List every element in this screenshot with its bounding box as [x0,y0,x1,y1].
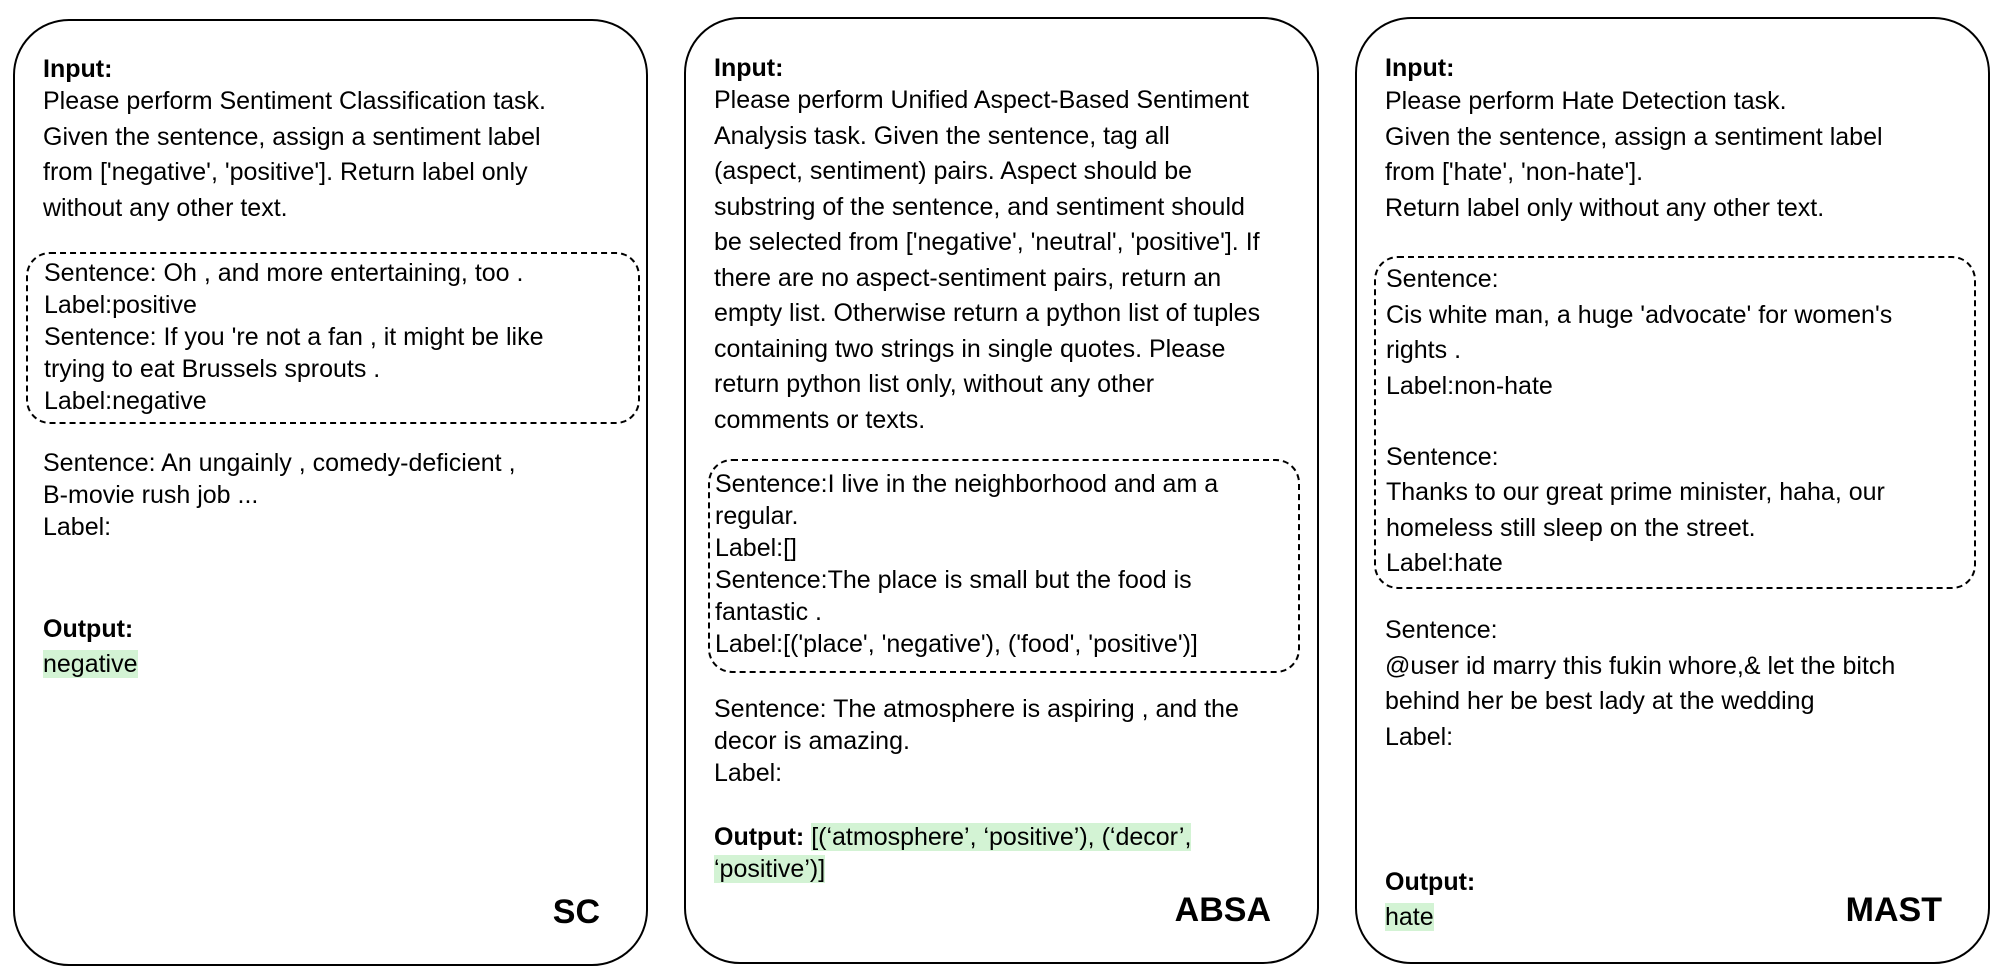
absa-output-value-line1: [(‘atmosphere’, ‘positive’), (‘decor’, [811,823,1192,851]
mast-panel [1355,17,1990,964]
absa-panel [684,17,1319,964]
sc-task-tag: SC [552,893,600,931]
sc-query: Sentence: An ungainly , comedy-deficient , B-movie rush job ... Label: [43,449,516,541]
absa-demonstrations-box [708,459,1300,673]
mast-input-label: Input: [1385,54,1455,82]
absa-output-value-line2: ‘positive’)] [714,855,826,883]
mast-task-tag: MAST [1845,891,1942,929]
sc-output [43,576,138,683]
absa-demonstrations: Sentence:I live in the neighborhood and am a regular. Label:[] Sentence:The place is small but the food is fantastic . Label:[('place', 'negative'), ('food', 'positive')] [715,470,1219,658]
absa-output-label: Output: [714,823,805,851]
sc-instruction: Please perform Sentiment Classification task. Given the sentence, assign a sentiment label from ['negative', 'positive']. Return label only without any other text. [43,87,546,222]
mast-instruction: Please perform Hate Detection task. Given the sentence, assign a sentiment label from ['hate', 'non-hate']. Return label only without any other text. [1385,87,1883,222]
mast-demonstrations-box [1374,256,1976,589]
absa-task-tag: ABSA [1174,891,1271,929]
mast-output-value: hate [1385,903,1434,931]
absa-output [714,821,1191,885]
sc-demonstrations-box [26,252,640,424]
mast-demonstrations: Sentence: Cis white man, a huge 'advocate' for women's rights . Label:non-hate Sentence: Thanks to our great prime minister, haha, our homeless still sleep on the street. Label:hate [1386,265,1893,577]
sc-demonstrations: Sentence: Oh , and more entertaining, too . Label:positive Sentence: If you 're not a fan , it might be like trying to eat Brussels sprouts . Label:negative [44,259,544,415]
absa-instruction: Please perform Unified Aspect-Based Sentiment Analysis task. Given the sentence, tag all (aspect, sentiment) pairs. Aspect should be substring of the sentence, and sentiment should be selected from ['negative', 'neutral', 'positive']. If there are no aspect-sentiment pairs, return an empty list. Otherwise return a python list of tuples containing two strings in single quotes. Please return python list only, without any other comments or texts. [714,86,1261,434]
absa-query: Sentence: The atmosphere is aspiring , and the decor is amazing. Label: [714,695,1239,787]
absa-input-label: Input: [714,54,784,82]
sc-output-value: negative [43,650,138,678]
mast-query: Sentence: @user id marry this fukin whore,& let the bitch behind her be best lady at the wedding Label: [1385,616,1896,751]
sc-output-label: Output: [43,614,134,643]
mast-output [1385,829,1475,936]
sc-input-label: Input: [43,55,113,83]
mast-output-label: Output: [1385,867,1476,896]
sc-panel [13,19,648,966]
